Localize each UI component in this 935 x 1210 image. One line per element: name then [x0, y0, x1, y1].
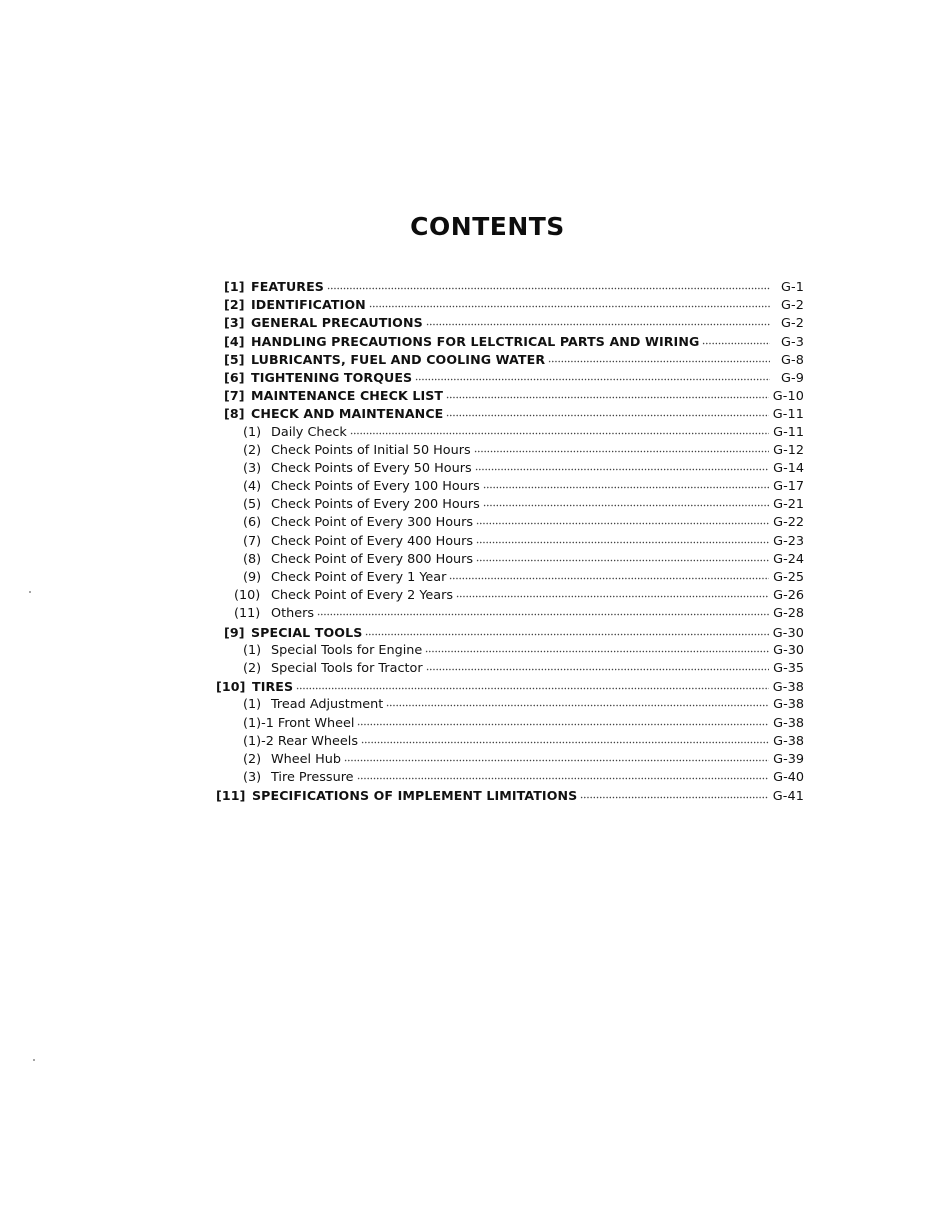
toc-entry-page: G-28: [773, 606, 804, 622]
toc-entry-label: CHECK AND MAINTENANCE: [251, 406, 444, 422]
toc-section-entry: [216, 787, 804, 805]
toc-entry-label: Check Points of Every 100 Hours: [271, 479, 480, 495]
toc-entry-label: LUBRICANTS, FUEL AND COOLING WATER: [251, 351, 546, 367]
toc-entry-page: G-17: [773, 479, 804, 495]
toc-entry-label: Special Tools for Tractor: [271, 660, 423, 676]
scan-speck: [29, 591, 31, 593]
dot-leader: [426, 315, 770, 327]
toc-entry-page: G-8: [781, 352, 804, 368]
toc-subsection-entry: [216, 751, 804, 769]
toc-entry-label: SPECIAL TOOLS: [251, 624, 363, 640]
toc-entry-page: G-1: [781, 280, 804, 295]
toc-entry-page: G-3: [781, 334, 804, 350]
toc-entry-page: G-23: [773, 533, 804, 549]
toc-section-entry: [216, 278, 804, 296]
toc-entry-page: G-2: [781, 298, 804, 314]
toc-subsection-entry: [216, 478, 804, 496]
dot-leader: [476, 514, 769, 526]
toc-entry-number: [10]: [216, 679, 246, 695]
toc-entry-number: [7]: [224, 388, 245, 404]
toc-entry-number: (1)-1: [243, 715, 274, 731]
toc-section-entry: [216, 296, 804, 314]
toc-entry-label: Check Point of Every 300 Hours: [271, 515, 474, 531]
toc-entry-label: Others: [271, 606, 315, 622]
toc-entry-label: Check Points of Every 200 Hours: [271, 497, 480, 513]
dot-leader: [415, 370, 770, 382]
toc-entry-number: (10): [234, 588, 261, 604]
toc-entry-page: G-40: [773, 770, 804, 786]
toc-section-entry: [216, 387, 804, 405]
toc-entry-page: G-11: [773, 424, 804, 440]
toc-entry-number: [2]: [224, 297, 245, 313]
toc-entry-label: Tread Adjustment: [271, 697, 384, 713]
toc-entry-number: [1]: [224, 279, 245, 294]
toc-entry-page: G-26: [773, 588, 804, 604]
dot-leader: [317, 605, 769, 617]
dot-leader: [476, 533, 769, 545]
dot-leader: [483, 478, 769, 490]
toc-section-entry: [216, 624, 804, 642]
dot-leader: [369, 297, 770, 309]
toc-entry-page: G-25: [773, 570, 804, 585]
toc-subsection-entry: [216, 696, 804, 714]
toc-subsection-entry: [216, 769, 804, 787]
toc-entry-page: G-30: [773, 642, 804, 658]
toc-entry-page: G-30: [772, 625, 804, 641]
toc-entry-page: G-14: [773, 460, 804, 476]
toc-entry-label: SPECIFICATIONS OF IMPLEMENT LIMITATIONS: [252, 788, 578, 804]
dot-leader: [446, 388, 769, 400]
dot-leader: [474, 442, 770, 454]
toc-section-entry: [216, 369, 804, 387]
toc-entry-label: Check Point of Every 1 Year: [271, 570, 447, 585]
dot-leader: [476, 551, 769, 563]
toc-entry-page: G-21: [773, 497, 804, 513]
toc-entry-page: G-39: [773, 751, 804, 767]
toc-subsection-entry: [216, 496, 804, 514]
toc-subsection-entry: [216, 533, 804, 551]
toc-entry-number: (8): [243, 551, 262, 567]
toc-entry-page: G-35: [773, 660, 804, 676]
dot-leader: [327, 279, 770, 291]
dot-leader: [475, 460, 770, 472]
toc-entry-number: [3]: [224, 315, 245, 331]
toc-subsection-entry: [216, 551, 804, 569]
toc-entry-number: (2): [243, 442, 262, 458]
toc-entry-number: (1)-2: [243, 733, 274, 749]
toc-entry-label: HANDLING PRECAUTIONS FOR LELCTRICAL PARTS AND WIRING: [251, 333, 700, 349]
dot-leader: [456, 587, 769, 599]
toc-entry-label: GENERAL PRECAUTIONS: [251, 315, 423, 331]
toc-entry-label: Check Point of Every 800 Hours: [271, 551, 474, 567]
toc-entry-page: G-41: [772, 789, 804, 805]
toc-entry-label: Daily Check: [271, 424, 347, 440]
toc-entry-page: G-22: [773, 515, 804, 531]
dot-leader: [365, 625, 768, 637]
toc-section-entry: [216, 405, 804, 423]
dot-leader: [580, 788, 768, 800]
toc-entry-page: G-38: [773, 697, 804, 713]
toc-entry-number: (1): [243, 642, 262, 658]
toc-entry-page: G-12: [773, 442, 804, 458]
toc-entry-number: [5]: [224, 351, 245, 367]
page-title: CONTENTS: [410, 212, 565, 241]
toc-entry-label: FEATURES: [251, 279, 324, 294]
toc-entry-number: (1): [243, 697, 262, 713]
toc-subsection-entry: [216, 442, 804, 460]
dot-leader: [357, 715, 769, 727]
toc-subsection-entry: [216, 424, 804, 442]
toc-section-entry: [216, 678, 804, 696]
dot-leader: [425, 642, 769, 654]
toc-entry-label: Check Points of Every 50 Hours: [271, 460, 472, 476]
toc-entry-label: Rear Wheels: [277, 733, 358, 749]
toc-entry-label: TIGHTENING TORQUES: [251, 369, 413, 385]
dot-leader: [357, 769, 770, 781]
toc-entry-page: G-9: [781, 370, 804, 386]
toc-entry-number: (4): [243, 479, 262, 495]
toc-entry-number: [8]: [224, 406, 245, 422]
toc-entry-number: [11]: [216, 788, 246, 804]
toc-entry-label: Front Wheel: [277, 715, 355, 731]
toc-entry-number: (3): [243, 770, 262, 786]
dot-leader: [426, 660, 770, 672]
dot-leader: [296, 679, 769, 691]
dot-leader: [702, 334, 770, 346]
toc-entry-label: Wheel Hub: [271, 751, 341, 767]
toc-entry-number: [6]: [224, 369, 245, 385]
toc-entry-number: [9]: [224, 624, 245, 640]
toc-subsection-entry: [216, 605, 804, 623]
toc-subsection-entry: [216, 715, 804, 733]
table-of-contents: [216, 278, 804, 805]
dot-leader: [548, 352, 770, 364]
dot-leader: [446, 406, 768, 418]
toc-entry-page: G-10: [772, 389, 804, 405]
toc-entry-number: [4]: [224, 333, 245, 349]
toc-section-entry: [216, 333, 804, 351]
toc-entry-number: (2): [243, 660, 262, 676]
toc-entry-label: MAINTENANCE CHECK LIST: [251, 388, 444, 404]
toc-section-entry: [216, 351, 804, 369]
toc-entry-number: (6): [243, 515, 262, 531]
dot-leader: [386, 696, 769, 708]
dot-leader: [344, 751, 769, 763]
toc-entry-page: G-38: [773, 715, 804, 731]
toc-entry-page: G-11: [772, 407, 804, 423]
dot-leader: [449, 569, 769, 581]
toc-subsection-entry: [216, 514, 804, 532]
toc-entry-label: Tire Pressure: [271, 770, 354, 786]
toc-entry-number: (9): [243, 570, 262, 585]
toc-entry-number: (3): [243, 460, 262, 476]
toc-subsection-entry: [216, 569, 804, 587]
toc-subsection-entry: [216, 587, 804, 605]
toc-entry-page: G-38: [773, 733, 804, 749]
toc-entry-number: (5): [243, 497, 262, 513]
dot-leader: [483, 496, 769, 508]
toc-entry-number: (1): [243, 424, 262, 440]
toc-entry-page: G-2: [781, 316, 804, 332]
toc-section-entry: [216, 314, 804, 332]
toc-entry-label: Check Point of Every 2 Years: [271, 588, 454, 604]
toc-entry-label: IDENTIFICATION: [251, 297, 366, 313]
toc-subsection-entry: [216, 660, 804, 678]
toc-entry-number: (7): [243, 533, 262, 549]
toc-subsection-entry: [216, 733, 804, 751]
dot-leader: [361, 733, 769, 745]
toc-entry-label: Special Tools for Engine: [271, 642, 423, 658]
toc-entry-number: (2): [243, 751, 262, 767]
toc-entry-label: TIRES: [252, 679, 294, 695]
toc-entry-page: G-38: [772, 680, 804, 696]
toc-entry-label: Check Points of Initial 50 Hours: [271, 442, 471, 458]
dot-leader: [350, 424, 769, 436]
toc-subsection-entry: [216, 642, 804, 660]
scan-speck: [33, 1059, 35, 1061]
toc-subsection-entry: [216, 460, 804, 478]
toc-entry-number: (11): [234, 606, 261, 622]
toc-entry-label: Check Point of Every 400 Hours: [271, 533, 474, 549]
toc-entry-page: G-24: [773, 551, 804, 567]
